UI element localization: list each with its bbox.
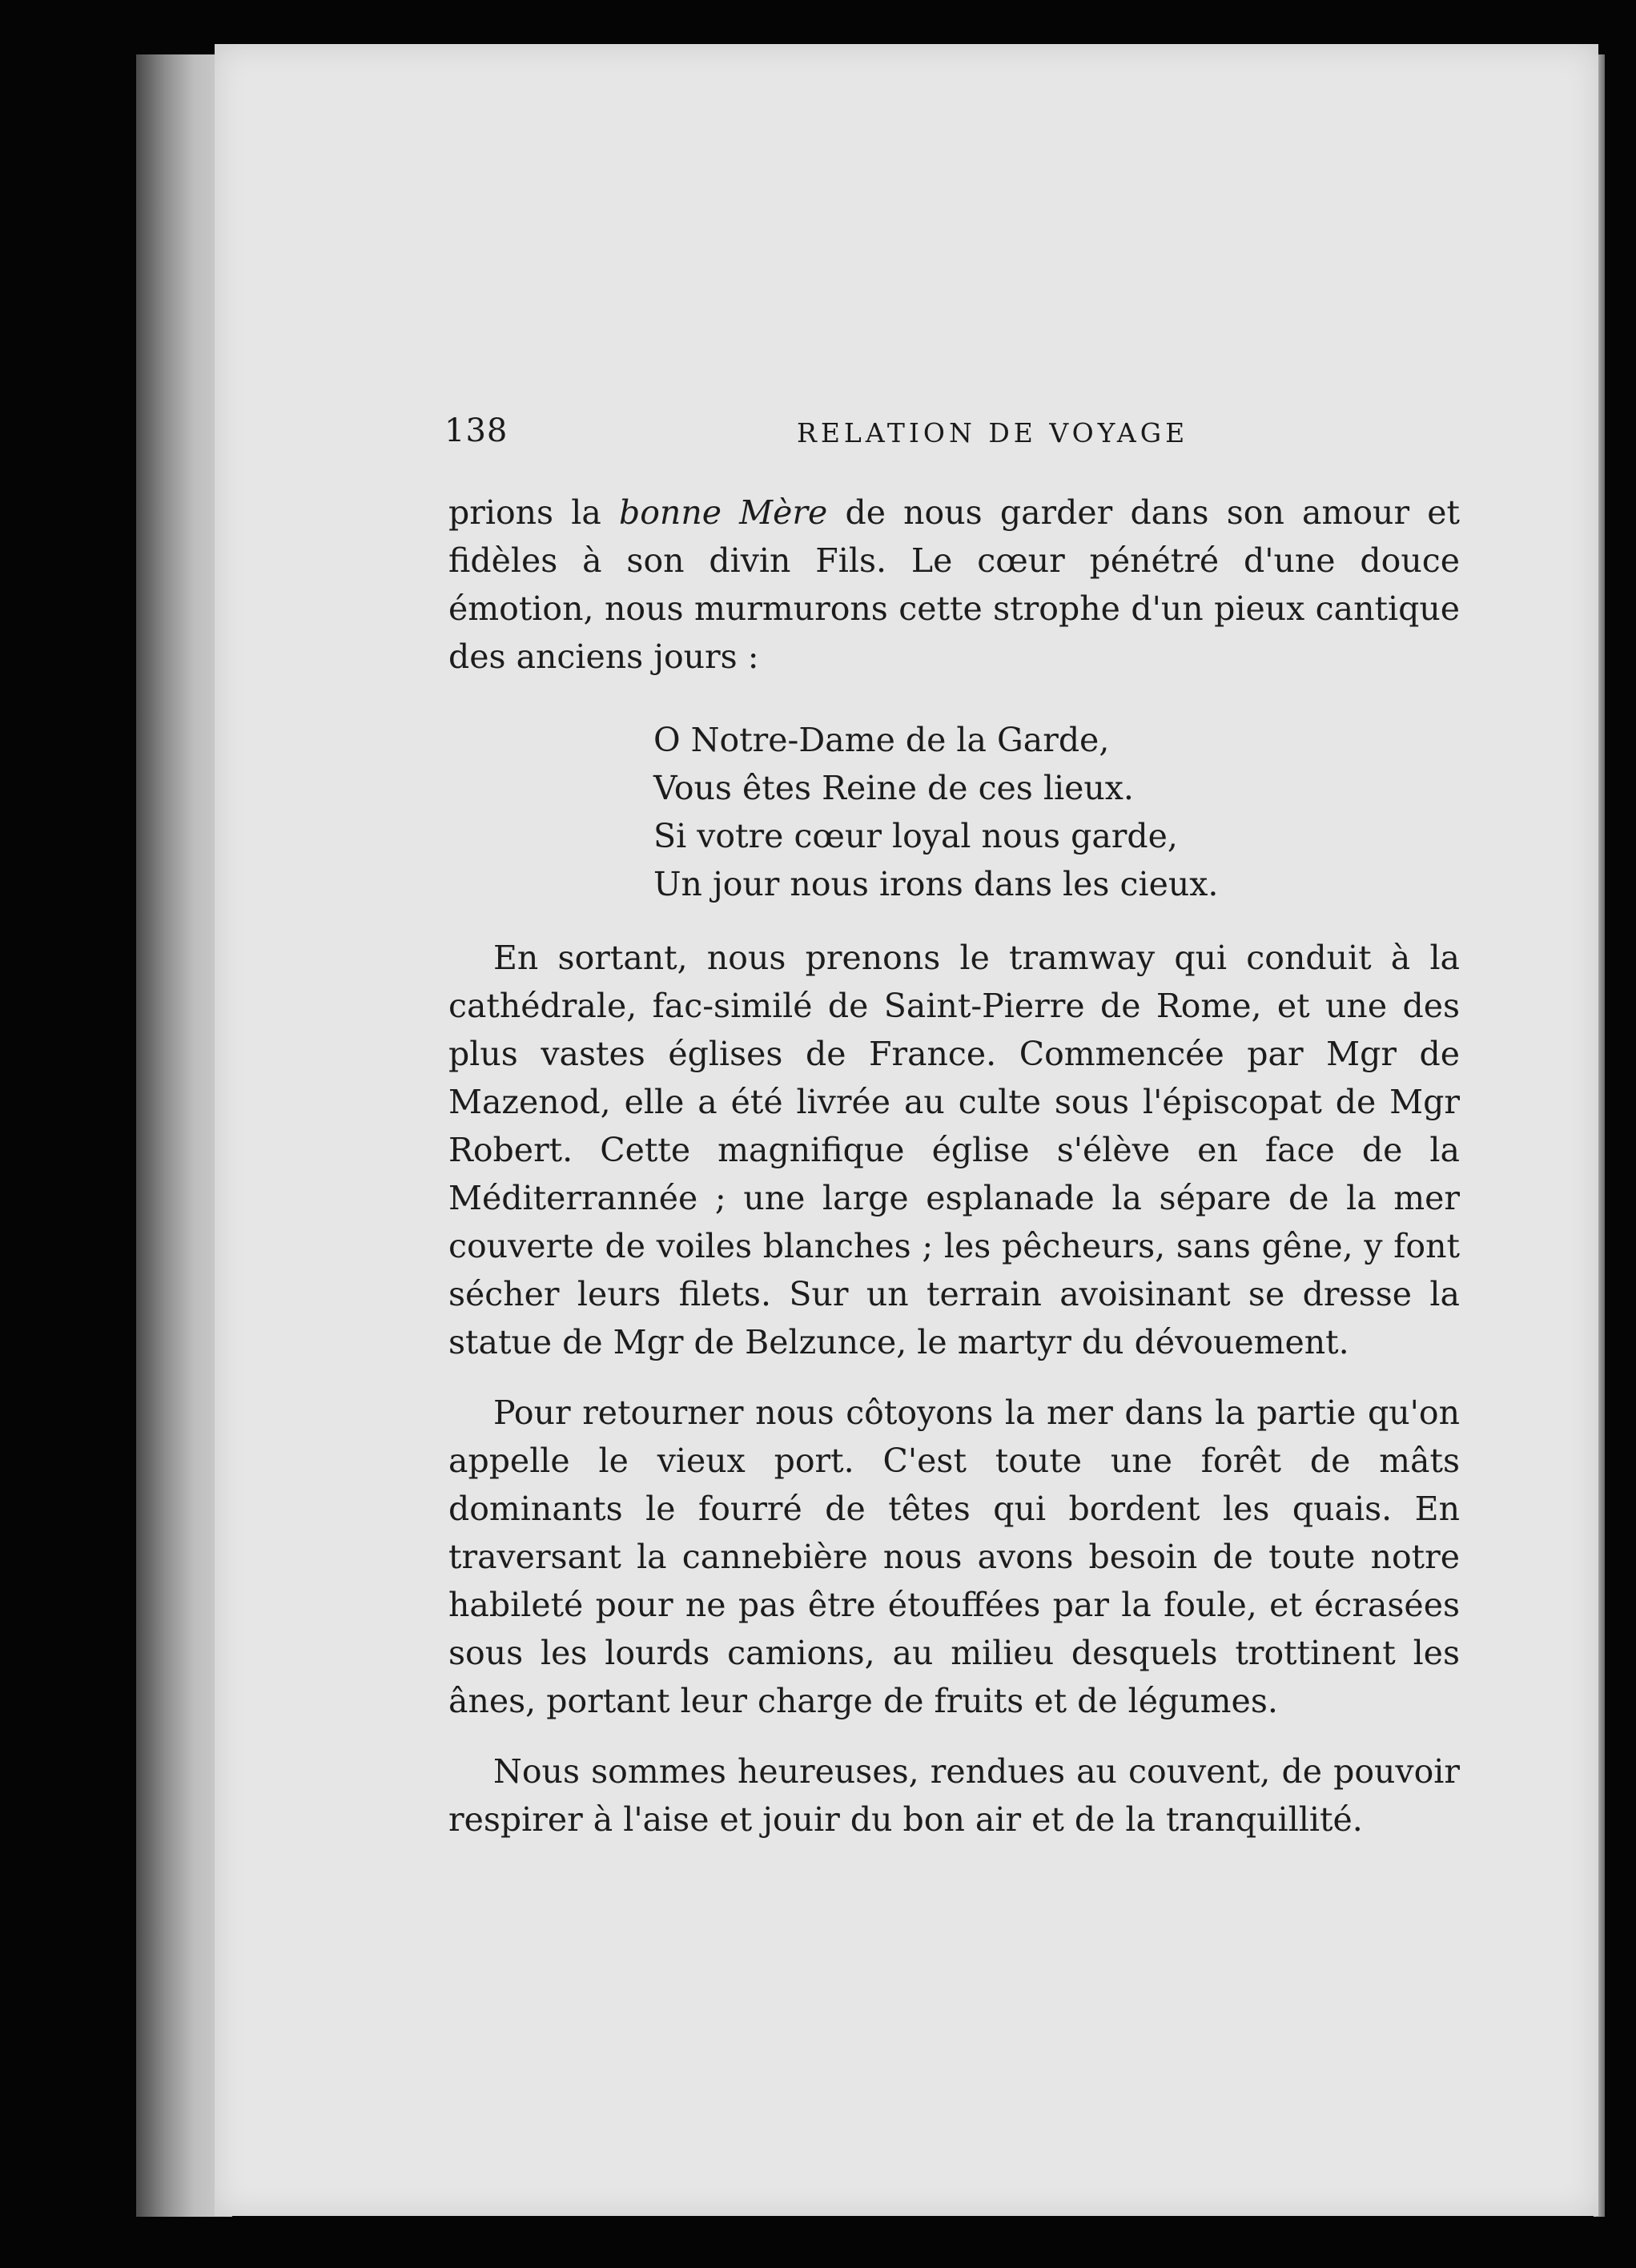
page-number: 138	[444, 412, 508, 449]
running-header	[444, 412, 1582, 460]
paragraph-1-end: de nous garder dans son amour et fidèles à son divin Fils. Le cœur pénétré d'une douce émotion, nous murmurons cette strophe d'un pieux cantique des anciens jours :	[448, 493, 1460, 676]
verse-line: O Notre-Dame de la Garde,	[653, 721, 1110, 759]
italic-phrase: bonne Mère	[619, 493, 828, 532]
verse-line: Si votre cœur loyal nous garde,	[653, 817, 1178, 855]
paragraph-3: Pour retourner nous côtoyons la mer dans la partie qu'on appelle le vieux port. C'est toute une forêt de mâts dominants le fourré de têtes qui bordent les quais. En traversant la cannebière nous avons besoin de toute notre habileté pour ne pas être étouffées par la foule, et écrasées sous les lourds camions, au milieu desquels trottinent les ânes, portant leur charge de fruits et de légumes.	[448, 1393, 1460, 1720]
verse-line: Un jour nous irons dans les cieux.	[653, 865, 1219, 903]
paragraph-1-start: prions la	[448, 493, 619, 532]
running-title: RELATION DE VOYAGE	[797, 417, 1189, 448]
paragraph-4: Nous sommes heureuses, rendues au couvent, de pouvoir respirer à l'aise et jouir du bon air et de la tranquillité.	[448, 1752, 1460, 1839]
hymn-stanza	[448, 716, 1460, 908]
verse-line: Vous êtes Reine de ces lieux.	[653, 769, 1134, 807]
paragraph-2: En sortant, nous prenons le tramway qui conduit à la cathédrale, fac-similé de Saint-Pierre de Rome, et une des plus vastes églises de France. Commencée par Mgr de Mazenod, elle a été livrée au culte sous l'épiscopat de Mgr Robert. Cette magnifique église s'élève en face de la Méditerrannée ; une large esplanade la sépare de la mer couverte de voiles blanches ; les pêcheurs, sans gêne, y font sécher leurs filets. Sur un terrain avoisinant se dresse la statue de Mgr de Belzunce, le martyr du dévouement.	[448, 939, 1460, 1361]
page-body-text	[448, 489, 1460, 1844]
paragraph-1	[448, 489, 1460, 681]
